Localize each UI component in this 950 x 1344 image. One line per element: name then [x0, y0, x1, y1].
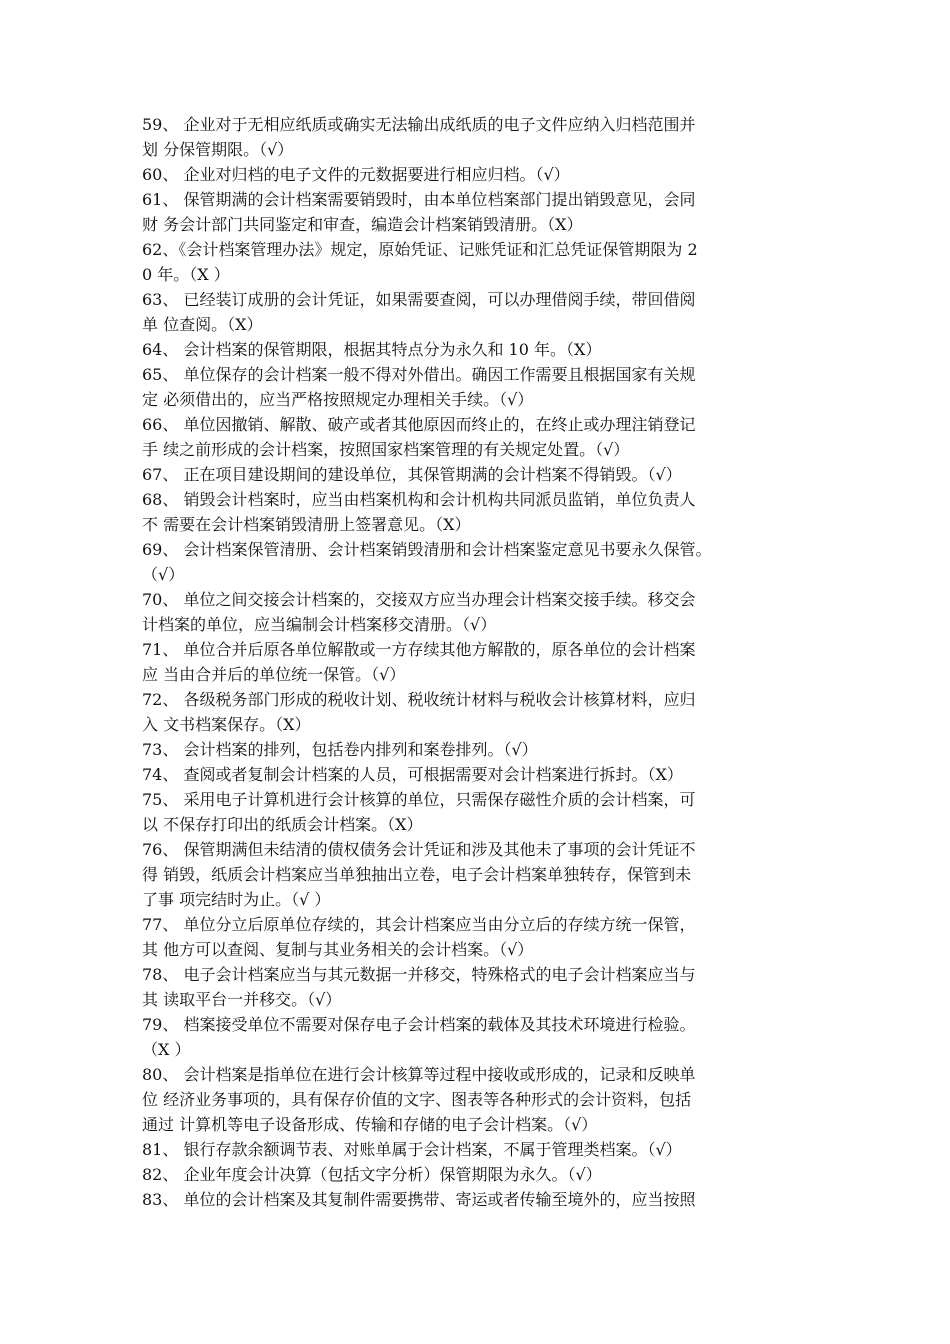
text-line: 80、 会计档案是指单位在进行会计核算等过程中接收或形成的，记录和反映单 — [142, 1065, 696, 1084]
document-body — [142, 112, 822, 1212]
text-line: 74、 查阅或者复制会计档案的人员，可根据需要对会计档案进行拆封。（X） — [142, 765, 683, 784]
text-line: 68、 销毁会计档案时，应当由档案机构和会计机构共同派员监销，单位负责人 — [142, 490, 696, 509]
text-line: 60、 企业对归档的电子文件的元数据要进行相应归档。（√） — [142, 165, 570, 184]
text-line: 71、 单位合并后原各单位解散或一方存续其他方解散的，原各单位的会计档案 — [142, 640, 696, 659]
text-line: 得 销毁，纸质会计档案应当单独抽出立卷，电子会计档案单独转存，保管到未 — [142, 865, 692, 884]
text-line: 计档案的单位，应当编制会计档案移交清册。（√） — [142, 615, 497, 634]
text-line: 78、 电子会计档案应当与其元数据一并移交，特殊格式的电子会计档案应当与 — [142, 965, 696, 984]
text-line: 73、 会计档案的排列，包括卷内排列和案卷排列。（√） — [142, 740, 538, 759]
text-line: 不 需要在会计档案销毁清册上签署意见。（X） — [142, 515, 471, 534]
text-line: 以 不保存打印出的纸质会计档案。（X） — [142, 815, 423, 834]
text-line: 财 务会计部门共同鉴定和审查，编造会计档案销毁清册。（X） — [142, 215, 583, 234]
text-line: 其 他方可以查阅、复制与其业务相关的会计档案。（√） — [142, 940, 534, 959]
text-line: 其 读取平台一并移交。（√） — [142, 990, 342, 1009]
text-line: 72、 各级税务部门形成的税收计划、税收统计材料与税收会计核算材料，应归 — [142, 690, 696, 709]
text-line: 单 位查阅。（X） — [142, 315, 263, 334]
text-line: （√） — [142, 565, 185, 584]
text-line: 0 年。（X ） — [142, 265, 230, 284]
text-line: 81、 银行存款余额调节表、对账单属于会计档案，不属于管理类档案。（√） — [142, 1140, 682, 1159]
text-line: 位 经济业务事项的，具有保存价值的文字、图表等各种形式的会计资料，包括 — [142, 1090, 692, 1109]
text-line: 76、 保管期满但未结清的债权债务会计凭证和涉及其他未了事项的会计凭证不 — [142, 840, 696, 859]
text-line: 82、 企业年度会计决算（包括文字分析）保管期限为永久。（√） — [142, 1165, 602, 1184]
text-line: 划 分保管期限。（√） — [142, 140, 294, 159]
text-line: 75、 采用电子计算机进行会计核算的单位，只需保存磁性介质的会计档案，可 — [142, 790, 696, 809]
text-line: 66、 单位因撤销、解散、破产或者其他原因而终止的，在终止或办理注销登记 — [142, 415, 696, 434]
text-line: 59、 企业对于无相应纸质或确实无法输出成纸质的电子文件应纳入归档范围并 — [142, 115, 696, 134]
text-line: 62、《会计档案管理办法》规定，原始凭证、记账凭证和汇总凭证保管期限为 2 — [142, 240, 698, 259]
text-line: 83、 单位的会计档案及其复制件需要携带、寄运或者传输至境外的，应当按照 — [142, 1190, 696, 1209]
text-line: （X ） — [142, 1040, 191, 1059]
text-line: 79、 档案接受单位不需要对保存电子会计档案的载体及其技术环境进行检验。 — [142, 1015, 696, 1034]
text-line: 69、 会计档案保管清册、会计档案销毁清册和会计档案鉴定意见书要永久保管。 — [142, 540, 712, 559]
text-line: 通过 计算机等电子设备形成、传输和存储的电子会计档案。（√） — [142, 1115, 598, 1134]
text-line: 64、 会计档案的保管期限，根据其特点分为永久和 10 年。（X） — [142, 340, 602, 359]
text-line: 定 必须借出的，应当严格按照规定办理相关手续。（√） — [142, 390, 534, 409]
text-line: 65、 单位保存的会计档案一般不得对外借出。确因工作需要且根据国家有关规 — [142, 365, 696, 384]
text-line: 77、 单位分立后原单位存续的，其会计档案应当由分立后的存续方统一保管， — [142, 915, 696, 934]
text-line: 67、 正在项目建设期间的建设单位，其保管期满的会计档案不得销毁。（√） — [142, 465, 682, 484]
text-line: 了事 项完结时为止。（√ ） — [142, 890, 331, 909]
text-line: 应 当由合并后的单位统一保管。（√） — [142, 665, 406, 684]
text-line: 70、 单位之间交接会计档案的，交接双方应当办理会计档案交接手续。移交会 — [142, 590, 696, 609]
text-line: 61、 保管期满的会计档案需要销毁时，由本单位档案部门提出销毁意见，会同 — [142, 190, 696, 209]
text-line: 入 文书档案保存。（X） — [142, 715, 311, 734]
text-line: 手 续之前形成的会计档案，按照国家档案管理的有关规定处置。（√） — [142, 440, 630, 459]
text-line: 63、 已经装订成册的会计凭证，如果需要查阅，可以办理借阅手续，带回借阅 — [142, 290, 696, 309]
